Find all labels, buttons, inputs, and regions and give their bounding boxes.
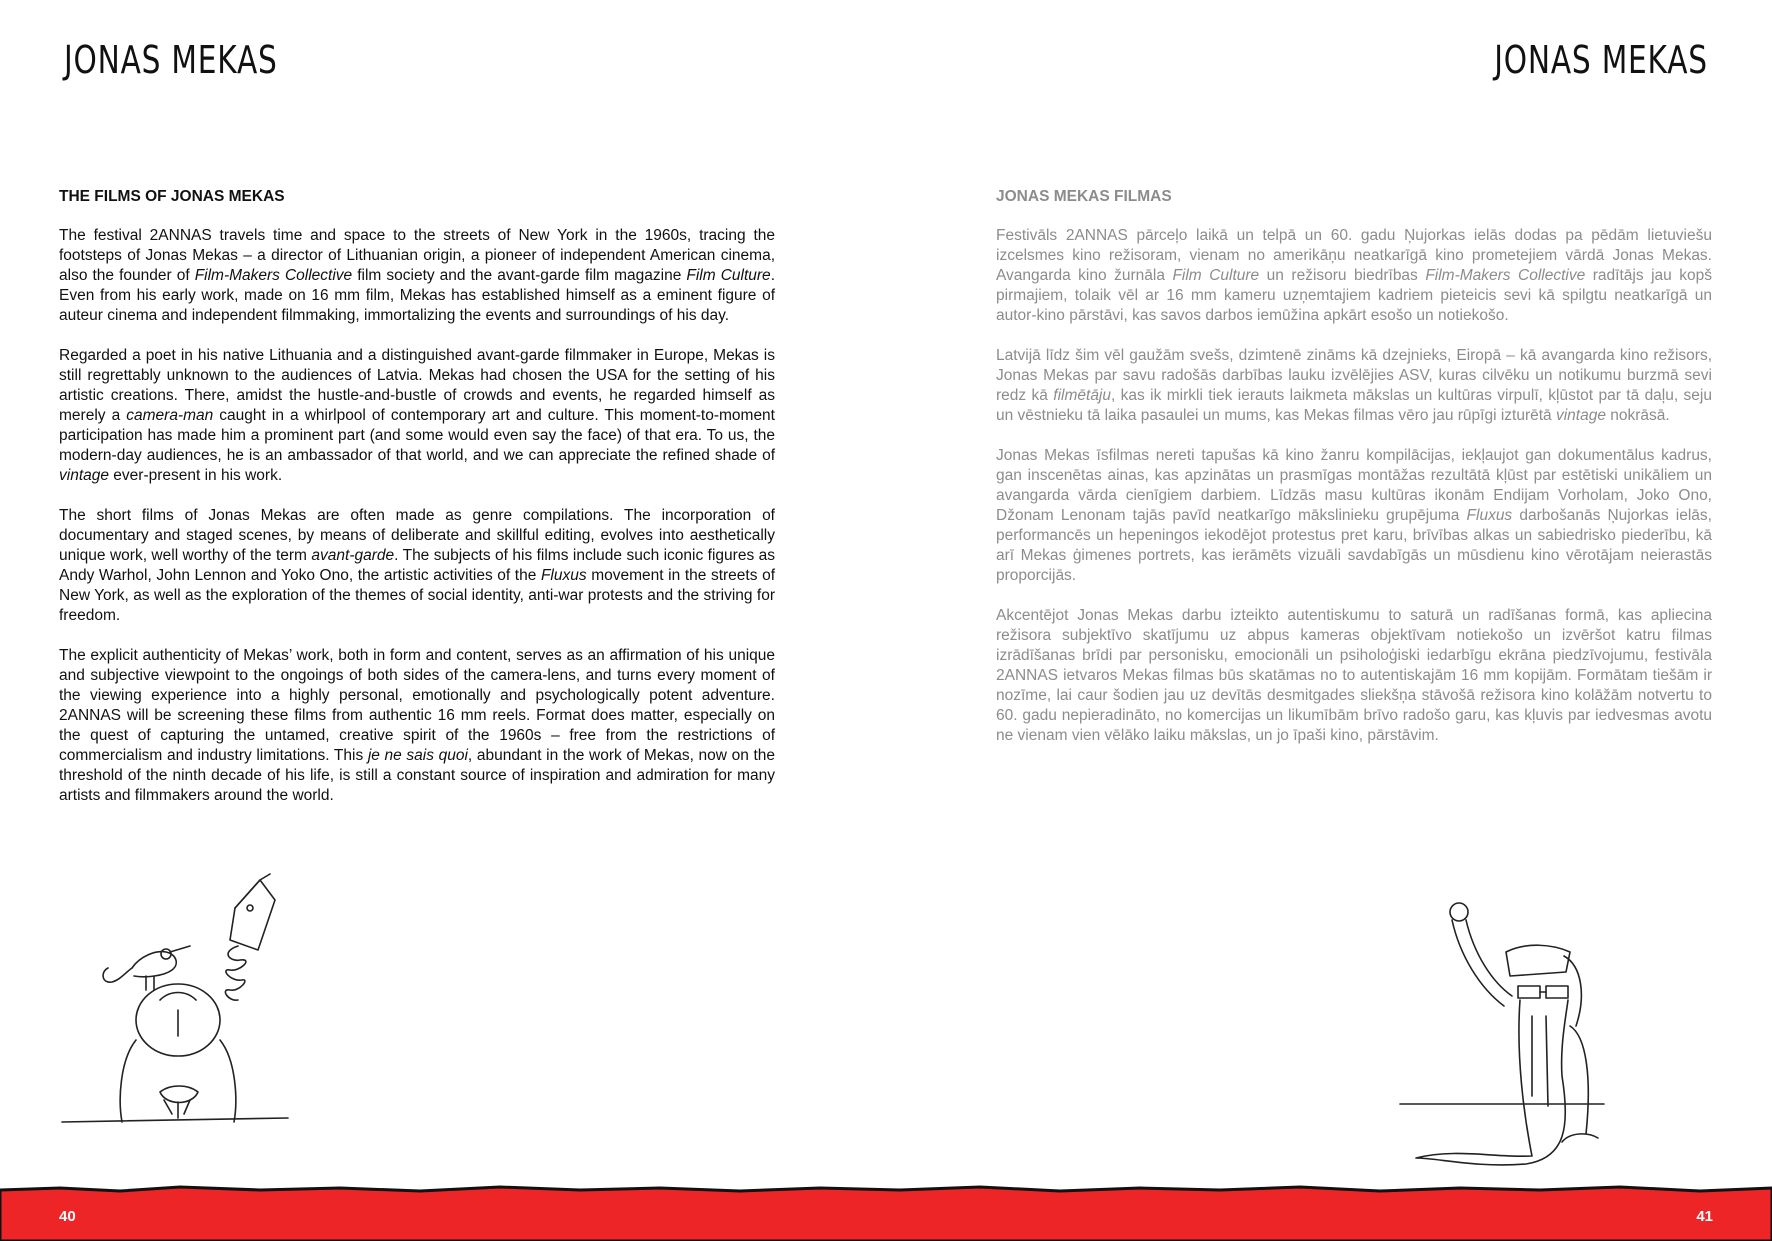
paragraph-3: Jonas Mekas īsfilmas nereti tapušas kā kino žanru kompilācijas, iekļaujot gan dokumentālus kadrus, gan inscenētas ainas, kas apzinātas un prasmīgas montāžas rezultātā kļūst par estētiski unikāliem un avangarda vārda cienīgiem darbiem. Līdzās masu kultūras ikonām Endijam Vorholam, Joko Ono, Džonam Lenonam tajās pavīd neatkarīgo mākslinieku grupējuma Fluxus darbošanās Ņujorkas ielās, performancēs un hepeningos iekodējot protestus pret karu, brīvības alkas un sabiedrisko piederību, kā arī Mekas ģimenes portrets, kas ierāmēts vizuāli savdabīgās un mūsdienu kino vērotājam neierastās proporcijās. <box>996 447 1712 584</box>
article-heading: JONAS MEKAS FILMAS <box>996 188 1172 205</box>
right-page <box>886 0 1772 1241</box>
paragraph-4: The explicit authenticity of Mekas’ work, both in form and content, serves as an affirmation of his unique and subjective viewpoint to the ongoings of both sides of the camera-lens, and turns every moment of the viewing experience into a highly personal, emotionally and psychologically potent adventure. 2ANNAS will be screening these films from authentic 16 mm reels. Format does matter, especially on the quest of capturing the untamed, creative spirit of the 1960s – free from the restrictions of commercialism and industry limitations. This je ne sais quoi, abundant in the work of Mekas, now on the threshold of the ninth decade of his life, is still a constant source of inspiration and admiration for many artists and filmmakers around the world. <box>59 647 775 804</box>
page-number-right: 41 <box>1696 1208 1713 1225</box>
paragraph-1: Festivāls 2ANNAS pārceļo laikā un telpā un 60. gadu Ņujorkas ielās dodas pa pēdām lietuviešu izcelsmes kino režisoram, vienam no amerikāņu neatkarīgā kino prometejiem vārdā Jonas Mekas. Avangarda kino žurnāla Film Culture un režisoru biedrības Film-Makers Collective radītājs jau kopš pirmajiem, tolaik vēl ar 16 mm kameru uzņemtajiem kadriem pieteicis sevi kā spilgtu neatkarīgā un autor-kino pārstāvi, kas savos darbos iemūžina apkārt esošo un notiekošo. <box>996 227 1712 324</box>
footer-red-band <box>0 1182 1772 1241</box>
man-with-bird-illustration <box>60 860 290 1130</box>
article-column-latvian <box>996 188 1712 766</box>
paragraph-2: Latvijā līdz šim vēl gaužām svešs, dzimtenē zināms kā dzejnieks, Eiropā – kā avangarda kino režisors, Jonas Mekas par savu radošās darbības lauku izvēlējies ASV, kuras cilvēku un notikumu burzmā sevi redz kā filmētāju, kas ik mirkli tiek ierauts laikmeta mākslas un kultūras virpulī, kļūstot par tā daļu, seju un vēstnieku tā laika pasaulei un mums, kas Mekas filmas vēro jau rūpīgi izturētā vintage nokrāsā. <box>996 347 1712 424</box>
paragraph-3: The short films of Jonas Mekas are often made as genre compilations. The incorporation of documentary and staged scenes, by means of deliberate and skillful editing, evolves into aesthetically unique work, well worthy of the term avant-garde. The subjects of his films include such iconic figures as Andy Warhol, John Lennon and Yoko Ono, the artistic activities of the Fluxus movement in the streets of New York, as well as the exploration of the themes of social identity, anti-war protests and the striving for freedom. <box>59 507 775 624</box>
paragraph-2: Regarded a poet in his native Lithuania and a distinguished avant-garde filmmaker in Europe, Mekas is still regrettably unknown to the audiences of Latvia. Mekas had chosen the USA for the setting of his artistic creations. There, amidst the hustle-and-bustle of crowds and events, he regarded himself as merely a camera-man caught in a whirlpool of contemporary art and culture. This moment-to-moment participation has made him a prominent part (and some would even say the face) of that era. To us, the modern-day audiences, he is an ambassador of that world, and we can appreciate the refined shade of vintage ever-present in his work. <box>59 347 775 484</box>
bearded-man-illustration <box>1356 896 1646 1176</box>
page-number-left: 40 <box>59 1208 76 1225</box>
article-column-english <box>59 188 775 826</box>
article-heading: THE FILMS OF JONAS MEKAS <box>59 188 285 205</box>
page-title-handwritten: JONAS MEKAS <box>1494 38 1708 82</box>
paragraph-1: The festival 2ANNAS travels time and space to the streets of New York in the 1960s, tracing the footsteps of Jonas Mekas – a director of Lithuanian origin, a pioneer of independent American cinema, also the founder of Film-Makers Collective film society and the avant-garde film magazine Film Culture. Even from his early work, made on 16 mm film, Mekas has established himself as a eminent figure of auteur cinema and independent filmmaking, immortalizing the events and surroundings of his day. <box>59 227 775 324</box>
paragraph-4: Akcentējot Jonas Mekas darbu izteikto autentiskumu to saturā un radīšanas formā, kas apliecina režisora subjektīvo skatījumu uz abpus kameras objektīvam notiekošo un izvēršot katru filmas izrādīšanas brīdi par personisku, emocionāli un psiholoģiski iedarbīgu ekrāna piedzīvojumu, festivāla 2ANNAS ietvaros Mekas filmas būs skatāmas no to autentiskajām 16 mm kopijām. Formātam tiešām ir nozīme, lai caur šodien jau uz devītās desmitgades sliekšņa stāvošā režisora kino kolāžām notvertu to 60. gadu nepieradināto, no komercijas un likumībām brīvo radošo garu, kas kļuvis par iedvesmas avotu ne vienam vien vēlāko laiku mākslas, un jo īpaši kino, pārstāvim. <box>996 607 1712 744</box>
page-title-handwritten: JONAS MEKAS <box>64 38 278 82</box>
